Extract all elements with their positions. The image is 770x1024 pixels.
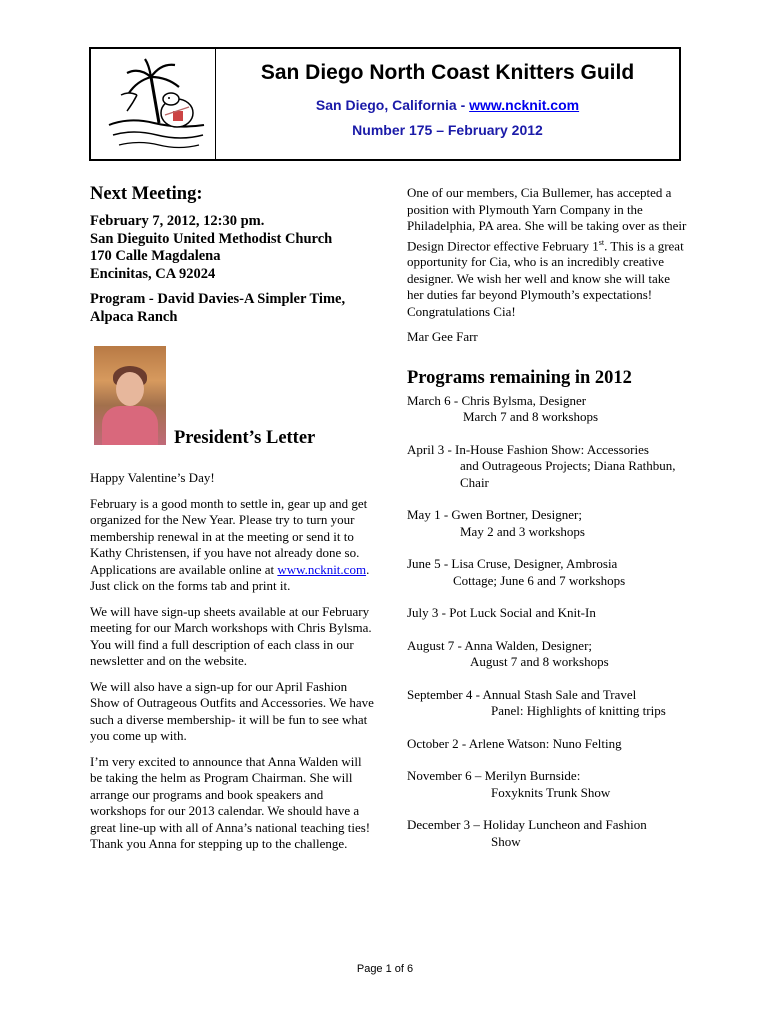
program-item <box>407 736 687 753</box>
program-item-line2: Cottage; June 6 and 7 workshops <box>453 572 626 588</box>
program-item-line1: September 4 - Annual Stash Sale and Travel <box>407 686 637 702</box>
program-item-line2: and Outrageous Projects; Diana Rathbun, Chair <box>460 458 676 490</box>
program-item-line1: July 3 - Pot Luck Social and Knit-In <box>407 605 596 621</box>
letter-paragraph-3: We will also have a sign-up for our April Fashion Show of Outrageous Outfits and Accessories. We have such a diverse membership- it will be fun to see what you come up with. <box>90 678 374 743</box>
program-item-line1: August 7 - Anna Walden, Designer; <box>407 637 593 653</box>
program-item <box>407 556 687 589</box>
page-number: Page 1 of 6 <box>356 963 414 975</box>
announcement-paragraph: One of our members, Cia Bullemer, has accepted a position with Plymouth Yarn Company in the Philadelphia, PA area. She will be taking over as their Design Director effective February 1st. This is a great opportunity for Cia, who is an incredibly creative designer. We wish her well and know she will take her duties far beyond Plymouth’s expectations! Congratulations Cia! <box>407 185 687 319</box>
program-item-line1: June 5 - Lisa Cruse, Designer, Ambrosia <box>407 556 618 572</box>
guild-logo-palm-sheep-icon <box>99 55 209 155</box>
guild-location <box>216 97 679 113</box>
program-item-line1: November 6 – Merilyn Burnside: <box>407 768 581 784</box>
programs-heading: Programs remaining in 2012 <box>407 367 632 388</box>
program-item-line2: May 2 and 3 workshops <box>460 523 585 539</box>
next-meeting-section <box>90 183 375 334</box>
program-item <box>407 638 687 671</box>
program-item <box>407 442 687 492</box>
meeting-street: 170 Calle Magdalena <box>90 248 221 264</box>
website-link[interactable]: www.ncknit.com <box>277 561 367 577</box>
program-item-line2: Foxyknits Trunk Show <box>491 784 611 800</box>
meeting-venue: San Dieguito United Methodist Church <box>90 230 333 247</box>
guild-title: San Diego North Coast Knitters Guild <box>260 61 635 84</box>
program-item-line2: Show <box>491 833 521 849</box>
announcement-signature: Mar Gee Farr <box>407 329 478 345</box>
program-item-line1: April 3 - In-House Fashion Show: Accessories <box>407 441 649 457</box>
programs-list <box>407 393 687 851</box>
meeting-city: Encinitas, CA 92024 <box>90 265 216 282</box>
program-item-line2: Panel: Highlights of knitting trips <box>491 703 666 719</box>
letter-paragraph-2: We will have sign-up sheets available at our February meeting for our March workshops with Chris Bylsma. You will find a full description of each class in our newsletter and on the website. <box>90 603 372 668</box>
letter-greeting: Happy Valentine’s Day! <box>90 470 215 485</box>
issue-number: Number 175 – February 2012 <box>352 122 543 138</box>
program-item <box>407 605 687 622</box>
program-item-line1: March 6 - Chris Bylsma, Designer <box>407 392 587 408</box>
location-text: San Diego, California - <box>315 97 470 113</box>
letter-paragraph-4: I’m very excited to announce that Anna Walden will be taking the helm as Program Chairman. She will arrange our programs and book speakers and workshops for our 2013 calendar. We should have a great line-up with all of Anna’s national teaching ties! Thank you Anna for stepping up to the challenge. <box>90 753 371 851</box>
right-column <box>407 185 687 866</box>
presidents-letter-heading: President’s Letter <box>174 428 316 448</box>
president-photo <box>94 346 166 445</box>
masthead <box>89 47 681 161</box>
program-item-line1: May 1 - Gwen Bortner, Designer; <box>407 507 582 523</box>
program-item <box>407 393 687 426</box>
program-item <box>407 768 687 801</box>
meeting-date: February 7, 2012, 12:30 pm. <box>90 213 265 229</box>
program-item <box>407 687 687 720</box>
program-item-line2: March 7 and 8 workshops <box>463 409 599 425</box>
program-item-line1: October 2 - Arlene Watson: Nuno Felting <box>407 735 622 751</box>
program-item <box>407 817 687 850</box>
website-link[interactable]: www.ncknit.com <box>469 97 580 113</box>
next-meeting-heading: Next Meeting: <box>90 184 203 204</box>
meeting-program: Program - David Davies-A Simpler Time, Alpaca Ranch <box>90 291 346 325</box>
presidents-letter-body <box>90 470 375 853</box>
letter-paragraph-1: February is a good month to settle in, gear up and get organized for the New Year. Please try to turn your membership renewal in at the meeting or send it to Kathy Christensen, if you have not already done so. Applications are available online at www.ncknit.com. Just click on the forms tab and print it. <box>90 495 370 593</box>
program-item-line1: December 3 – Holiday Luncheon and Fashion <box>407 817 647 833</box>
program-item-line2: August 7 and 8 workshops <box>470 654 609 670</box>
program-item <box>407 507 687 540</box>
